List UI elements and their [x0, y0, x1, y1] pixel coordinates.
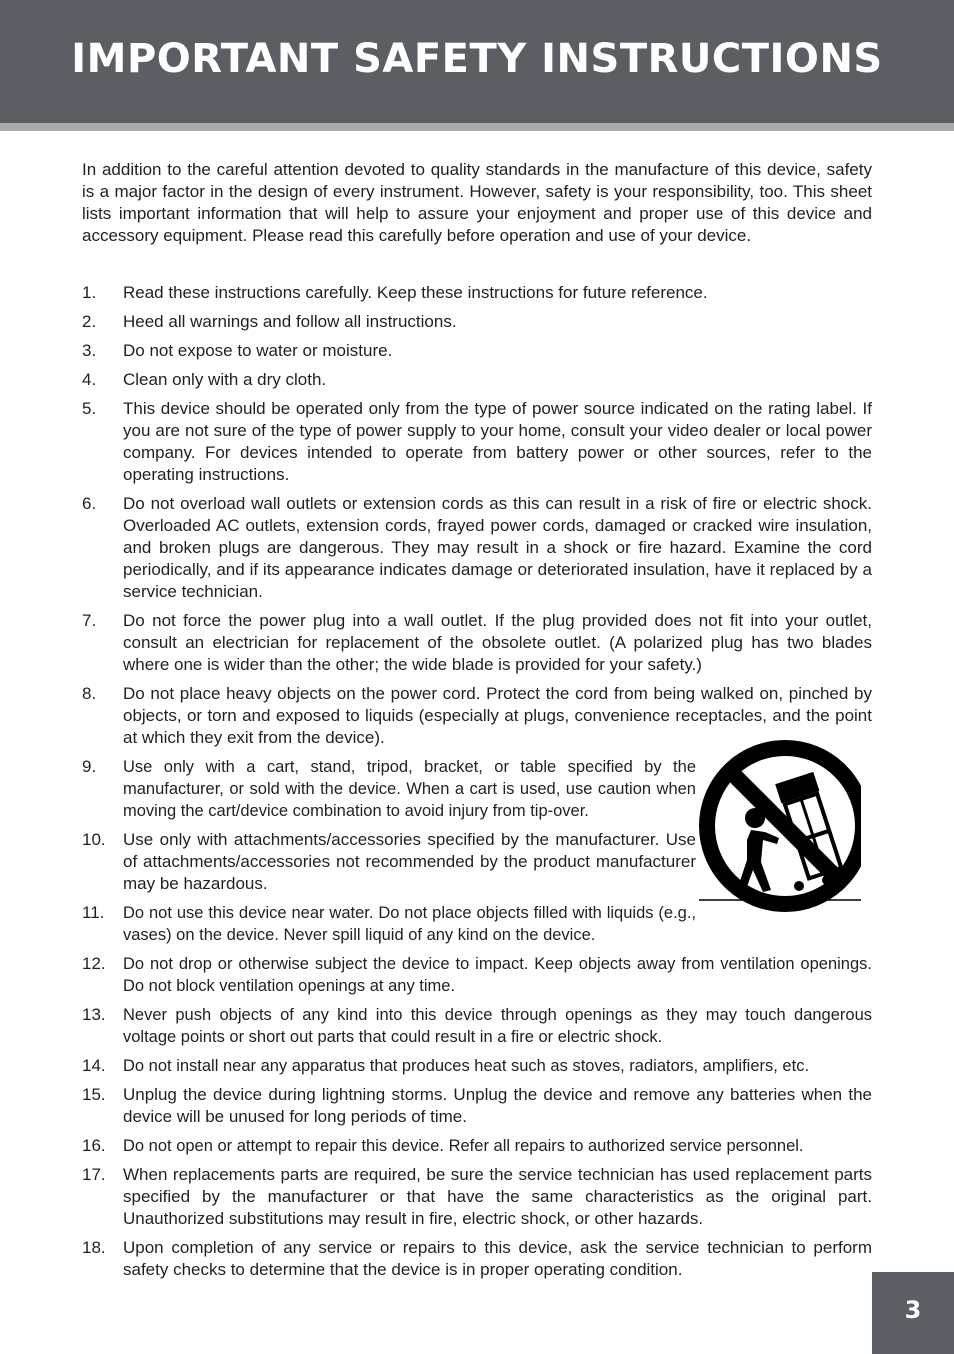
- item-text: Do not drop or otherwise subject the device to impact. Keep objects away from ventilation openings. Do not block ventilation openings at any time.: [123, 955, 872, 995]
- item-number: 16.: [82, 1136, 106, 1155]
- item-number: 11.: [82, 903, 105, 922]
- item-text: Do not force the power plug into a wall outlet. If the plug provided does not fit into your outlet, consult an electrician for replacement of the obsolete outlet. (A polarized plug has two blades where one is wider than the other; the wide blade is provided for your safety.): [123, 611, 872, 674]
- item-number: 6.: [82, 494, 97, 513]
- list-item: [82, 398, 872, 486]
- list-item: [82, 340, 872, 362]
- page-title: IMPORTANT SAFETY INSTRUCTIONS: [71, 36, 883, 82]
- list-item: [82, 282, 872, 304]
- header-divider: [0, 123, 954, 131]
- item-number: 1.: [82, 283, 97, 302]
- item-text: Do not use this device near water. Do not place objects filled with liquids (e.g., vases) on the device. Never spill liquid of any kind on the device.: [123, 904, 696, 944]
- item-text: This device should be operated only from the type of power source indicated on the rating label. If you are not sure of the type of power supply to your home, consult your video dealer or local power company. For devices intended to operate from battery power or other sources, refer to the operating instructions.: [123, 399, 872, 484]
- item-text: Do not open or attempt to repair this device. Refer all repairs to authorized service personnel.: [123, 1137, 804, 1155]
- list-item: [82, 1164, 872, 1230]
- list-item: [82, 953, 872, 997]
- item-text: Read these instructions carefully. Keep these instructions for future reference.: [123, 283, 708, 302]
- item-number: 13.: [82, 1005, 106, 1024]
- intro-paragraph: In addition to the careful attention devoted to quality standards in the manufacture of this device, safety is a major factor in the design of every instrument. However, safety is your responsibility, too. This sheet lists important information that will help to assure your enjoyment and proper use of this device and accessory equipment. Please read this carefully before operation and use of your device.: [82, 160, 872, 245]
- item-text: Do not install near any apparatus that produces heat such as stoves, radiators, amplifiers, etc.: [123, 1057, 810, 1075]
- list-item: [82, 311, 872, 333]
- item-text: Do not place heavy objects on the power cord. Protect the cord from being walked on, pinched by objects, or torn and exposed to liquids (especially at plugs, convenience receptacles, and the point at which they exit from the device).: [123, 684, 872, 747]
- item-number: 18.: [82, 1238, 106, 1257]
- cart-tip-over-warning-icon: [699, 740, 861, 912]
- item-number: 10.: [82, 830, 106, 849]
- item-number: 17.: [82, 1165, 106, 1184]
- item-number: 14.: [82, 1056, 106, 1075]
- list-item: [82, 1004, 872, 1048]
- item-text: Unplug the device during lightning storms. Unplug the device and remove any batteries when the device will be unused for long periods of time.: [123, 1085, 872, 1126]
- item-number: 7.: [82, 611, 97, 630]
- item-number: 5.: [82, 399, 97, 418]
- item-number: 3.: [82, 341, 97, 360]
- list-item: [82, 1055, 872, 1077]
- item-text: Heed all warnings and follow all instructions.: [123, 312, 457, 331]
- page-number: 3: [904, 1296, 922, 1324]
- item-text: Use only with attachments/accessories specified by the manufacturer. Use of attachments/accessories not recommended by the product manufacturer may be hazardous.: [123, 830, 696, 893]
- list-item: [82, 1237, 872, 1281]
- item-number: 9.: [82, 757, 97, 776]
- list-item: [82, 1084, 872, 1128]
- item-text: Clean only with a dry cloth.: [123, 370, 327, 389]
- item-text: When replacements parts are required, be sure the service technician has used replacement parts specified by the manufacturer or that have the same characteristics as the original part. Unauthorized substitutions may result in fire, electric shock, or other hazards.: [123, 1165, 872, 1228]
- item-text: Upon completion of any service or repairs to this device, ask the service technician to perform safety checks to determine that the device is in proper operating condition.: [123, 1238, 872, 1279]
- list-item: [82, 369, 872, 391]
- item-text: Do not expose to water or moisture.: [123, 341, 393, 360]
- list-item: [82, 1135, 872, 1157]
- item-number: 4.: [82, 370, 97, 389]
- item-text: Do not overload wall outlets or extension cords as this can result in a risk of fire or electric shock. Overloaded AC outlets, extension cords, frayed power cords, damaged or cracked wire insulation, and broken plugs are dangerous. They may result in a shock or fire hazard. Examine the cord periodically, and if its appearance indicates damage or deteriorated insulation, have it replaced by a service technician.: [123, 494, 872, 601]
- item-number: 8.: [82, 684, 97, 703]
- item-text: Never push objects of any kind into this device through openings as they may touch dangerous voltage points or short out parts that could result in a fire or electric shock.: [123, 1006, 872, 1046]
- item-number: 2.: [82, 312, 97, 331]
- list-item: [82, 493, 872, 603]
- item-number: 15.: [82, 1085, 106, 1104]
- item-text: Use only with a cart, stand, tripod, bracket, or table specified by the manufacturer, or sold with the device. When a cart is used, use caution when moving the cart/device combination to avoid injury from tip-over.: [123, 758, 696, 820]
- list-item: [82, 610, 872, 676]
- item-number: 12.: [82, 954, 106, 973]
